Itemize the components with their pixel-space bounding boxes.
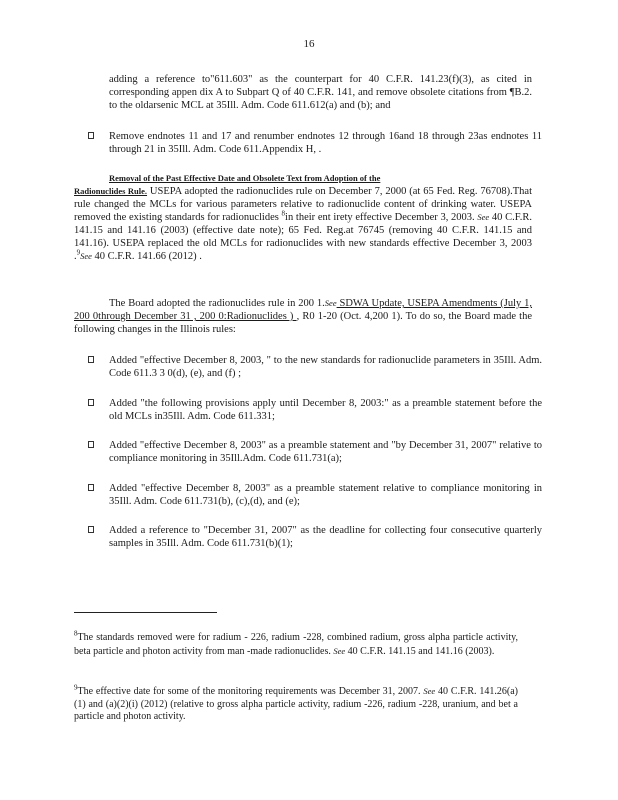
checkbox-bullet-icon: [88, 484, 94, 491]
page-number: 16: [303, 38, 315, 50]
case-citation-link: SDWA Update, USEPA Amendments (July 1, 200 0through December 31 , 200 0:Radionuclides ): [74, 298, 533, 322]
checkbox-bullet-icon: [88, 132, 94, 139]
section-heading-line2: Radionuclides Rule.: [74, 186, 148, 196]
checkbox-bullet-icon: [88, 399, 94, 406]
section-paragraph: [74, 172, 532, 263]
section-body: Radionuclides Rule. USEPA adopted the radionuclides rule on December 7, 2000 (at 65 Fed. Reg. 76708).That rule changed the MCLs for various parameters relative to radionuclide content of drinking water. USEPA removed the existing standards for radionuclides $^8$in their ent irety effective December 3, 2003. See 40 C.F.R. 141.15 and 141.16 (2003) (effective date note); 65 Fed. Reg.at 76745 (removing 40 C.F.R. 141.15 and 141.16). USEPA replaced the old MCLs for radionuclides with new standards effective December 3, 2003 .$^9$See 40 C.F.R. 141.66 (2012) .: [74, 186, 532, 262]
footnote-ref-9[interactable]: 9: [76, 248, 81, 257]
footnote-8: $^8$The standards removed were for radium - 226, radium -228, combined radium, gross alpha particle activity, beta particle and photon activity from man -made radionuclides. See 40 C.F.R. 141.15 and 141.16 (2003).: [74, 629, 518, 657]
footnote-ref-8[interactable]: 8: [281, 209, 286, 218]
list-item-text: Added "effective December 8, 2003, " to the new standards for radionuclide parameters in 35Ill. Adm. Code 611.3 3 0(d), (e), and (f) ;: [109, 355, 542, 379]
list-item-text: Remove endnotes 11 and 17 and renumber endnotes 12 through 16and 18 through 23as endnotes 11 through 21 in 35Ill. Adm. Code 611.Appendix H, .: [109, 131, 542, 155]
footnote-9: $^9$The effective date for some of the monitoring requirements was December 31, 2007. See 40 C.F.R. 141.26(a)(1) and (a)(2)(i) (2012) (relative to gross alpha particle activity, radium -226, radium -228, uranium, and bet a particle and photon activity.: [74, 683, 518, 722]
list-item-text: Added "the following provisions apply until December 8, 2003:" as a preamble statement before the old MCLs in35Ill. Adm. Code 611.331;: [109, 398, 542, 422]
checkbox-bullet-icon: [88, 441, 94, 448]
checkbox-bullet-icon: [88, 526, 94, 533]
list-item-text: Added a reference to "December 31, 2007" as the deadline for collecting four consecutive quarterly samples in 35Ill. Adm. Code 611.731(b)(1);: [109, 525, 542, 549]
section-heading-line1: Removal of the Past Effective Date and Obsolete Text from Adoption of the: [109, 173, 381, 183]
board-paragraph: The Board adopted the radionuclides rule in 200 1.See SDWA Update, USEPA Amendments (July 1, 200 0through December 31 , 200 0:Radionuclides ) , R0 1-20 (Oct. 4,200 1). To do so, the Board made the following changes in the Illinois rules:: [74, 298, 533, 335]
footnote-divider: [74, 612, 217, 613]
list-item-text: Added "effective December 8, 2003" as a preamble statement and "by December 31, 2007" relative to compliance monitoring in 35Ill.Adm. Code 611.731(a);: [109, 440, 542, 464]
checkbox-bullet-icon: [88, 356, 94, 363]
intro-continuation-paragraph: adding a reference to"611.603" as the counterpart for 40 C.F.R. 141.23(f)(3), as cited in corresponding appen dix A to Subpart Q of 40 C.F.R. 141, and remove obsolete citations from ¶B.2. to the oldarsenic MCL at 35Ill. Adm. Code 611.612(a) and (b); and: [109, 74, 532, 111]
list-item-text: Added "effective December 8, 2003" as a preamble statement relative to compliance monitoring in 35Ill. Adm. Code 611.731(b), (c),(d), and (e);: [109, 483, 542, 507]
